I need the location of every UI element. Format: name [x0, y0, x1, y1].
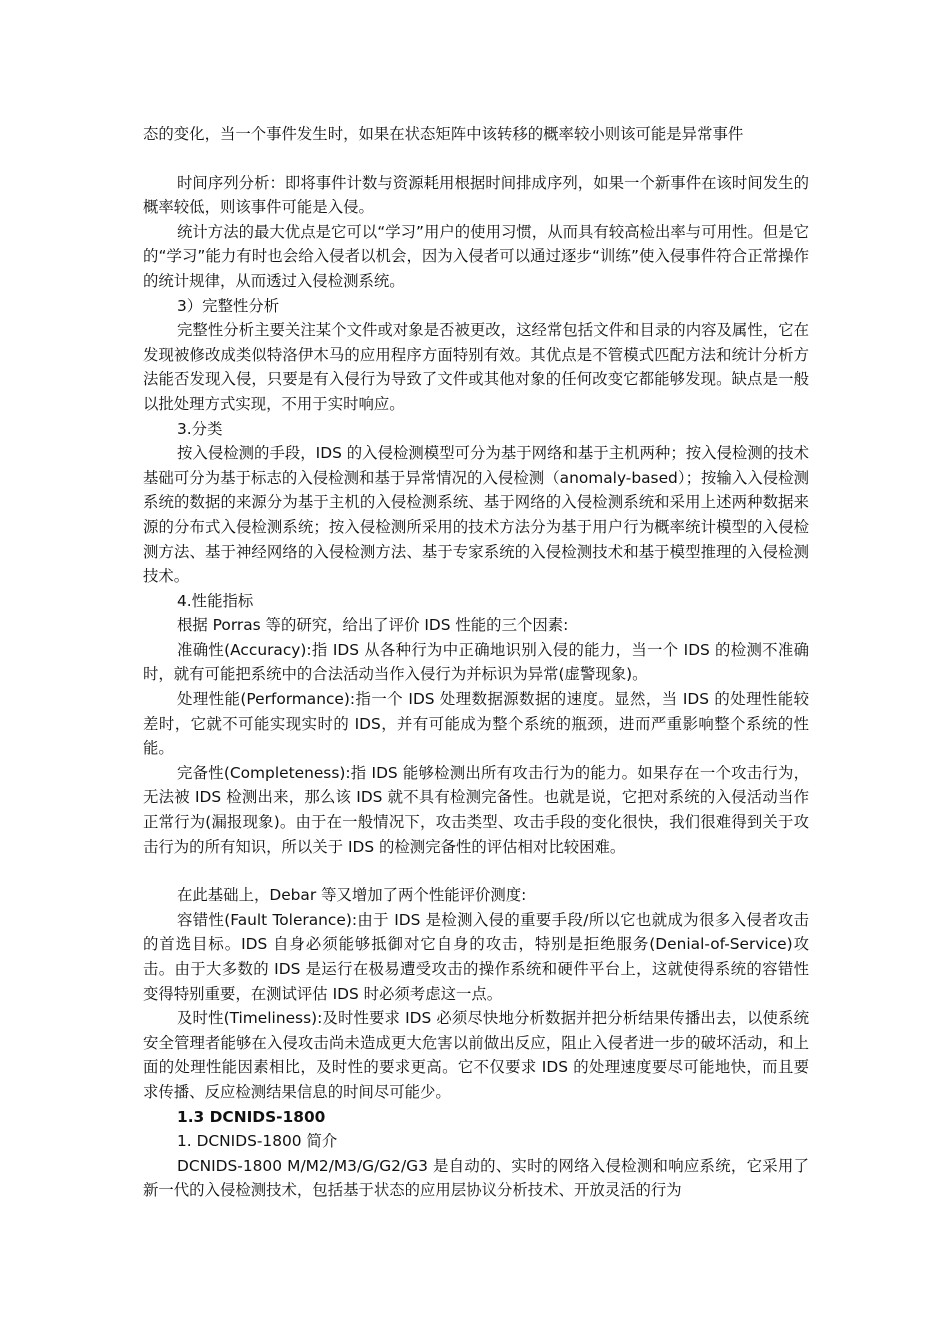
- subheading-dcnids-intro: 1. DCNIDS-1800 简介: [177, 1132, 338, 1151]
- heading-performance-metrics: 4.性能指标: [177, 591, 254, 610]
- paragraph-statistical-method-advantages: 统计方法的最大优点是它可以“学习”用户的使用习惯，从而具有较高检出率与可用性。但是它的“学习”能力有时也会给入侵者以机会，因为入侵者可以通过逐步“训练”使入侵事件符合正常操作的统计规律，从而透过入侵检测系统。: [143, 222, 809, 290]
- paragraph-dcnids-description: DCNIDS-1800 M/M2/M3/G/G2/G3 是自动的、实时的网络入侵检测和响应系统，它采用了新一代的入侵检测技术，包括基于状态的应用层协议分析技术、开放灵活的行为: [143, 1156, 809, 1200]
- paragraph-performance: 处理性能(Performance):指一个 IDS 处理数据源数据的速度。显然，当 IDS 的处理性能较差时，它就不可能实现实时的 IDS，并有可能成为整个系统的瓶颈，进而严重影响整个系统的性能。: [143, 690, 809, 758]
- paragraph-porras-factors: 根据 Porras 等的研究，给出了评价 IDS 性能的三个因素:: [177, 616, 569, 635]
- paragraph-completeness: 完备性(Completeness):指 IDS 能够检测出所有攻击行为的能力。如果存在一个攻击行为，无法被 IDS 检测出来，那么该 IDS 就不具有检测完备性。也就是说，它把对系统的入侵活动当作正常行为(漏报现象)。由于在一般情况下，攻击类型、攻击手段的变化很快，我们很难得到关于攻击行为的所有知识，所以关于 IDS 的检测完备性的评估相对比较困难。: [143, 763, 809, 856]
- heading-integrity-analysis: 3）完整性分析: [177, 296, 280, 315]
- paragraph-state-change-continuation: 态的变化，当一个事件发生时，如果在状态矩阵中该转移的概率较小则该可能是异常事件: [143, 125, 744, 143]
- heading-classification: 3.分类: [177, 419, 223, 438]
- section-heading-dcnids: 1.3 DCNIDS-1800: [177, 1107, 326, 1126]
- paragraph-timeliness: 及时性(Timeliness):及时性要求 IDS 必须尽快地分析数据并把分析结果传播出去，以使系统安全管理者能够在入侵攻击尚未造成更大危害以前做出反应，阻止入侵者进一步的破坏活动，和上面的处理性能因素相比，及时性的要求更高。它不仅要求 IDS 的处理速度要尽可能地快，而且要求传播、反应检测结果信息的时间尽可能少。: [143, 1009, 809, 1101]
- paragraph-debar-measures: 在此基础上，Debar 等又增加了两个性能评价测度:: [177, 886, 527, 905]
- paragraph-classification: 按入侵检测的手段，IDS 的入侵检测模型可分为基于网络和基于主机两种；按入侵检测的技术基础可分为基于标志的入侵检测和基于异常情况的入侵检测（anomaly-based）；按输入入侵检测系统的数据的来源分为基于主机的入侵检测系统、基于网络的入侵检测系统和采用上述两种数据来源的分布式入侵检测系统；按入侵检测所采用的技术方法分为基于用户行为概率统计模型的入侵检测方法、基于神经网络的入侵检测方法、基于专家系统的入侵检测技术和基于模型推理的入侵检测技术。: [143, 444, 809, 586]
- paragraph-fault-tolerance: 容错性(Fault Tolerance):由于 IDS 是检测入侵的重要手段/所以它也就成为很多入侵者攻击的首选目标。IDS 自身必须能够抵御对它自身的攻击，特别是拒绝服务(Denial-of-Service)攻击。由于大多数的 IDS 是运行在极易遭受攻击的操作系统和硬件平台上，这就使得系统的容错性变得特别重要，在测试评估 IDS 时必须考虑这一点。: [143, 910, 809, 1003]
- paragraph-integrity-analysis: 完整性分析主要关注某个文件或对象是否被更改，这经常包括文件和目录的内容及属性，它在发现被修改成类似特洛伊木马的应用程序方面特别有效。其优点是不管模式匹配方法和统计分析方法能否发现入侵，只要是有入侵行为导致了文件或其他对象的任何改变它都能够发现。缺点是一般以批处理方式实现，不用于实时响应。: [143, 321, 809, 413]
- document-page: [143, 122, 809, 1203]
- paragraph-accuracy: 准确性(Accuracy):指 IDS 从各种行为中正确地识别入侵的能力，当一个 IDS 的检测不准确时，就有可能把系统中的合法活动当作入侵行为并标识为异常(虚警现象)。: [143, 640, 809, 684]
- paragraph-time-series-analysis: 时间序列分析：即将事件计数与资源耗用根据时间排成序列，如果一个新事件在该时间发生的概率较低，则该事件可能是入侵。: [143, 173, 809, 217]
